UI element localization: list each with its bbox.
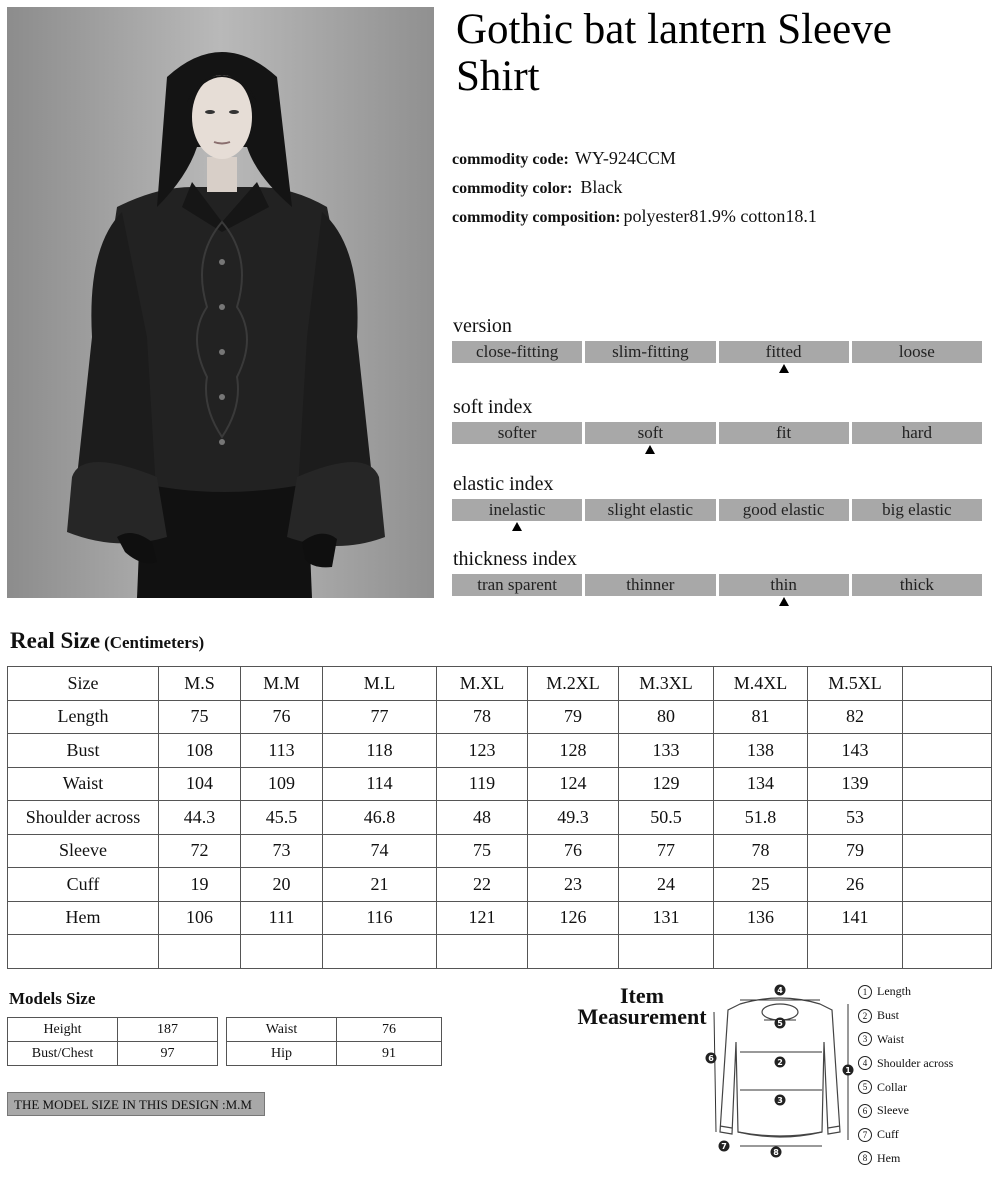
size-cell: 119 (437, 767, 528, 801)
product-title: Gothic bat lantern Sleeve Shirt (456, 6, 892, 100)
legend-number: 1 (858, 985, 872, 999)
size-cell (903, 767, 992, 801)
size-row-label (8, 935, 159, 969)
model-size-note: THE MODEL SIZE IN THIS DESIGN :M.M (7, 1092, 265, 1116)
elastic-index-scale (452, 499, 982, 521)
size-table (7, 666, 992, 969)
legend-item (858, 1099, 953, 1123)
size-cell: 76 (241, 700, 323, 734)
size-cell: 82 (808, 700, 903, 734)
model-row (227, 1042, 442, 1066)
size-row (8, 767, 992, 801)
soft-index-option: hard (852, 422, 982, 444)
marker-label: 3 (777, 1096, 783, 1105)
elastic-index-label: elastic index (453, 473, 554, 495)
thickness-index-option: thinner (585, 574, 715, 596)
size-cell: 23 (528, 868, 619, 902)
version-option: slim-fitting (585, 341, 715, 363)
size-cell: 22 (437, 868, 528, 902)
legend-number: 6 (858, 1104, 872, 1118)
size-cell: 141 (808, 901, 903, 935)
size-cell: 21 (323, 868, 437, 902)
size-header-cell: M.L (323, 667, 437, 701)
size-cell: 45.5 (241, 801, 323, 835)
commodity-code-row (452, 148, 676, 169)
legend-number: 7 (858, 1128, 872, 1142)
item-measurement-title (562, 985, 722, 1027)
size-cell: 108 (159, 734, 241, 768)
size-header-cell: M.5XL (808, 667, 903, 701)
size-row-label: Cuff (8, 868, 159, 902)
soft-index-option: fit (719, 422, 849, 444)
version-option: fitted (719, 341, 849, 363)
legend-label: Collar (877, 1079, 907, 1094)
size-cell: 104 (159, 767, 241, 801)
elastic-index-option: inelastic (452, 499, 582, 521)
size-row (8, 734, 992, 768)
real-size-unit: (Centimeters) (104, 633, 205, 652)
size-cell (323, 935, 437, 969)
soft-index-label: soft index (453, 396, 533, 418)
size-row (8, 901, 992, 935)
size-cell: 118 (323, 734, 437, 768)
size-header-cell: M.M (241, 667, 323, 701)
commodity-color-value: Black (580, 177, 623, 197)
size-cell: 77 (323, 700, 437, 734)
version-scale (452, 341, 982, 363)
legend-label: Length (877, 984, 911, 999)
model-attr: Bust/Chest (8, 1042, 118, 1066)
legend-item (858, 980, 953, 1004)
size-row (8, 935, 992, 969)
legend-item (858, 1147, 953, 1171)
size-cell: 51.8 (714, 801, 808, 835)
size-cell: 77 (619, 834, 714, 868)
size-cell (903, 935, 992, 969)
size-row-label: Length (8, 700, 159, 734)
size-row-label: Hem (8, 901, 159, 935)
size-cell (437, 935, 528, 969)
legend-label: Shoulder across (877, 1055, 954, 1070)
models-size-title: Models Size (9, 989, 96, 1008)
marker-label: 4 (777, 986, 783, 995)
size-header-cell: M.S (159, 667, 241, 701)
shirt-measurement-diagram (700, 982, 860, 1162)
model-attr: Hip (227, 1042, 337, 1066)
size-cell (808, 935, 903, 969)
size-cell: 123 (437, 734, 528, 768)
size-cell (241, 935, 323, 969)
selected-marker-icon (779, 364, 789, 373)
thickness-index-option: thin (719, 574, 849, 596)
size-cell: 109 (241, 767, 323, 801)
marker-label: 6 (708, 1054, 714, 1063)
size-cell: 49.3 (528, 801, 619, 835)
size-cell: 44.3 (159, 801, 241, 835)
size-cell (903, 734, 992, 768)
commodity-color-label: commodity color: (452, 180, 573, 197)
size-cell: 138 (714, 734, 808, 768)
size-cell (903, 834, 992, 868)
size-row (8, 801, 992, 835)
size-cell: 25 (714, 868, 808, 902)
soft-index-option: softer (452, 422, 582, 444)
size-cell: 129 (619, 767, 714, 801)
version-option: close-fitting (452, 341, 582, 363)
size-cell: 80 (619, 700, 714, 734)
size-cell: 50.5 (619, 801, 714, 835)
models-table-right (226, 1017, 442, 1066)
legend-label: Hem (877, 1150, 901, 1165)
size-cell: 133 (619, 734, 714, 768)
size-cell: 48 (437, 801, 528, 835)
size-cell (903, 801, 992, 835)
size-cell (714, 935, 808, 969)
marker-label: 7 (721, 1142, 727, 1151)
size-cell (903, 901, 992, 935)
legend-item (858, 1075, 953, 1099)
marker-label: 1 (845, 1066, 851, 1075)
size-cell: 75 (437, 834, 528, 868)
measurement-legend (858, 980, 953, 1170)
size-cell: 124 (528, 767, 619, 801)
version-label: version (453, 315, 512, 337)
size-cell: 53 (808, 801, 903, 835)
size-header-cell: M.XL (437, 667, 528, 701)
model-value: 91 (337, 1042, 442, 1066)
legend-label: Cuff (877, 1127, 899, 1142)
size-row (8, 834, 992, 868)
legend-label: Waist (877, 1031, 905, 1046)
product-photo (7, 7, 434, 598)
size-cell: 74 (323, 834, 437, 868)
size-cell: 111 (241, 901, 323, 935)
size-header-cell (903, 667, 992, 701)
size-header-cell: M.2XL (528, 667, 619, 701)
size-cell: 75 (159, 700, 241, 734)
model-row (227, 1018, 442, 1042)
models-table-left (7, 1017, 218, 1066)
size-cell: 20 (241, 868, 323, 902)
size-cell (619, 935, 714, 969)
size-cell: 128 (528, 734, 619, 768)
elastic-index-option: good elastic (719, 499, 849, 521)
size-header-cell: Size (8, 667, 159, 701)
model-row (8, 1042, 218, 1066)
legend-number: 5 (858, 1080, 872, 1094)
legend-item (858, 1004, 953, 1028)
legend-label: Bust (877, 1008, 900, 1023)
model-attr: Height (8, 1018, 118, 1042)
thickness-index-option: thick (852, 574, 982, 596)
selected-marker-icon (645, 445, 655, 454)
size-cell: 46.8 (323, 801, 437, 835)
size-cell: 26 (808, 868, 903, 902)
size-cell: 24 (619, 868, 714, 902)
marker-label: 2 (777, 1058, 783, 1067)
size-cell: 76 (528, 834, 619, 868)
legend-item (858, 1028, 953, 1052)
size-cell (528, 935, 619, 969)
model-value: 76 (337, 1018, 442, 1042)
size-cell: 121 (437, 901, 528, 935)
size-row-label: Bust (8, 734, 159, 768)
model-attr: Waist (227, 1018, 337, 1042)
legend-number: 3 (858, 1032, 872, 1046)
soft-index-option: soft (585, 422, 715, 444)
size-cell: 126 (528, 901, 619, 935)
size-header-cell: M.4XL (714, 667, 808, 701)
size-row (8, 868, 992, 902)
size-cell: 113 (241, 734, 323, 768)
model-row (8, 1018, 218, 1042)
size-cell: 116 (323, 901, 437, 935)
commodity-composition-label: commodity composition: (452, 209, 621, 226)
size-cell: 19 (159, 868, 241, 902)
legend-label: Sleeve (877, 1103, 909, 1118)
commodity-code-value: WY-924CCM (574, 148, 676, 168)
selected-marker-icon (779, 597, 789, 606)
real-size-heading: Real Size (10, 628, 101, 653)
legend-number: 4 (858, 1056, 872, 1070)
marker-label: 5 (777, 1019, 783, 1028)
size-cell: 72 (159, 834, 241, 868)
size-row-label: Waist (8, 767, 159, 801)
size-cell: 79 (808, 834, 903, 868)
legend-number: 8 (858, 1151, 872, 1165)
size-cell: 143 (808, 734, 903, 768)
elastic-index-option: slight elastic (585, 499, 715, 521)
commodity-composition-row (452, 206, 817, 227)
size-cell: 78 (437, 700, 528, 734)
model-value: 187 (118, 1018, 218, 1042)
size-cell: 73 (241, 834, 323, 868)
size-cell: 78 (714, 834, 808, 868)
commodity-code-label: commodity code: (452, 151, 569, 168)
size-row-label: Shoulder across (8, 801, 159, 835)
legend-number: 2 (858, 1009, 872, 1023)
size-cell (903, 700, 992, 734)
size-cell: 131 (619, 901, 714, 935)
size-header-row (8, 667, 992, 701)
thickness-index-scale (452, 574, 982, 596)
size-header-cell: M.3XL (619, 667, 714, 701)
real-size-title (10, 628, 204, 654)
elastic-index-option: big elastic (852, 499, 982, 521)
legend-item (858, 1123, 953, 1147)
legend-item (858, 1051, 953, 1075)
size-row (8, 700, 992, 734)
version-option: loose (852, 341, 982, 363)
size-cell: 79 (528, 700, 619, 734)
size-cell (159, 935, 241, 969)
commodity-color-row (452, 177, 622, 198)
size-cell: 139 (808, 767, 903, 801)
size-row-label: Sleeve (8, 834, 159, 868)
item-measurement-line1: Item (620, 983, 664, 1008)
size-cell: 81 (714, 700, 808, 734)
thickness-index-label: thickness index (453, 548, 577, 570)
marker-label: 8 (773, 1148, 779, 1157)
soft-index-scale (452, 422, 982, 444)
size-cell: 114 (323, 767, 437, 801)
size-cell: 134 (714, 767, 808, 801)
selected-marker-icon (512, 522, 522, 531)
model-value: 97 (118, 1042, 218, 1066)
item-measurement-line2: Measurement (577, 1004, 707, 1029)
size-cell: 136 (714, 901, 808, 935)
size-cell: 106 (159, 901, 241, 935)
size-cell (903, 868, 992, 902)
commodity-composition-value: polyester81.9% cotton18.1 (623, 206, 817, 226)
thickness-index-option: tran sparent (452, 574, 582, 596)
